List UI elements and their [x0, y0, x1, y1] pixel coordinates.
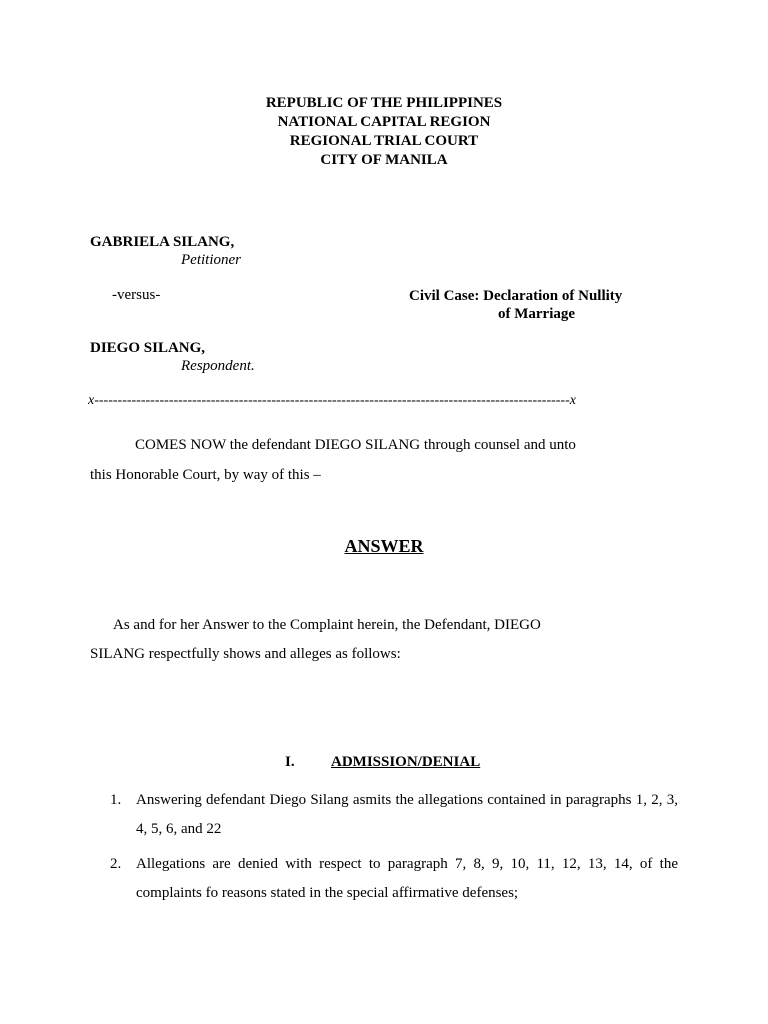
list-item [110, 850, 678, 908]
section-title: ADMISSION/DENIAL [331, 754, 481, 770]
respondent-name: DIEGO SILANG, [90, 340, 206, 356]
list-marker: 2. [110, 856, 122, 872]
respondent-role: Respondent. [181, 358, 255, 374]
header-line-city: CITY OF MANILA [320, 152, 448, 168]
case-title-line1: Civil Case: Declaration of Nullity [409, 288, 623, 304]
list-text: Answering defendant Diego Silang asmits the allegations contained in paragraphs 1, 2, 3, 4, 5, 6, and 22 [136, 792, 678, 837]
intro-line1: COMES NOW the defendant DIEGO SILANG through counsel and unto [135, 437, 576, 453]
list-text: Allegations are denied with respect to paragraph 7, 8, 9, 10, 11, 12, 13, 14, of the complaints fo reasons stated in the special affirmative defenses; [136, 856, 678, 901]
intro-line2: this Honorable Court, by way of this – [90, 467, 321, 483]
section-number: I. [285, 754, 295, 770]
answer-line2: SILANG respectfully shows and alleges as follows: [90, 646, 401, 662]
answer-title: ANSWER [344, 536, 424, 556]
answer-line1: As and for her Answer to the Complaint herein, the Defendant, DIEGO [113, 617, 541, 633]
petitioner-name: GABRIELA SILANG, [90, 234, 235, 250]
separator-dashes: ------------------------------------------------------------------------------------------------------ [94, 393, 570, 408]
header-line-court: REGIONAL TRIAL COURT [289, 133, 479, 149]
list-marker: 1. [110, 792, 122, 808]
header-line-region: NATIONAL CAPITAL REGION [277, 114, 491, 130]
list-item [110, 786, 678, 844]
court-header [0, 94, 768, 170]
versus-label: -versus- [112, 287, 161, 303]
petitioner-role: Petitioner [181, 252, 241, 268]
separator-start: x [88, 393, 95, 408]
case-title-line2: of Marriage [498, 306, 576, 322]
section-heading [285, 754, 480, 771]
allegations-list [110, 786, 678, 914]
separator-end: x [569, 393, 576, 408]
caption-separator [88, 393, 680, 409]
header-line-republic: REPUBLIC OF THE PHILIPPINES [265, 95, 503, 111]
